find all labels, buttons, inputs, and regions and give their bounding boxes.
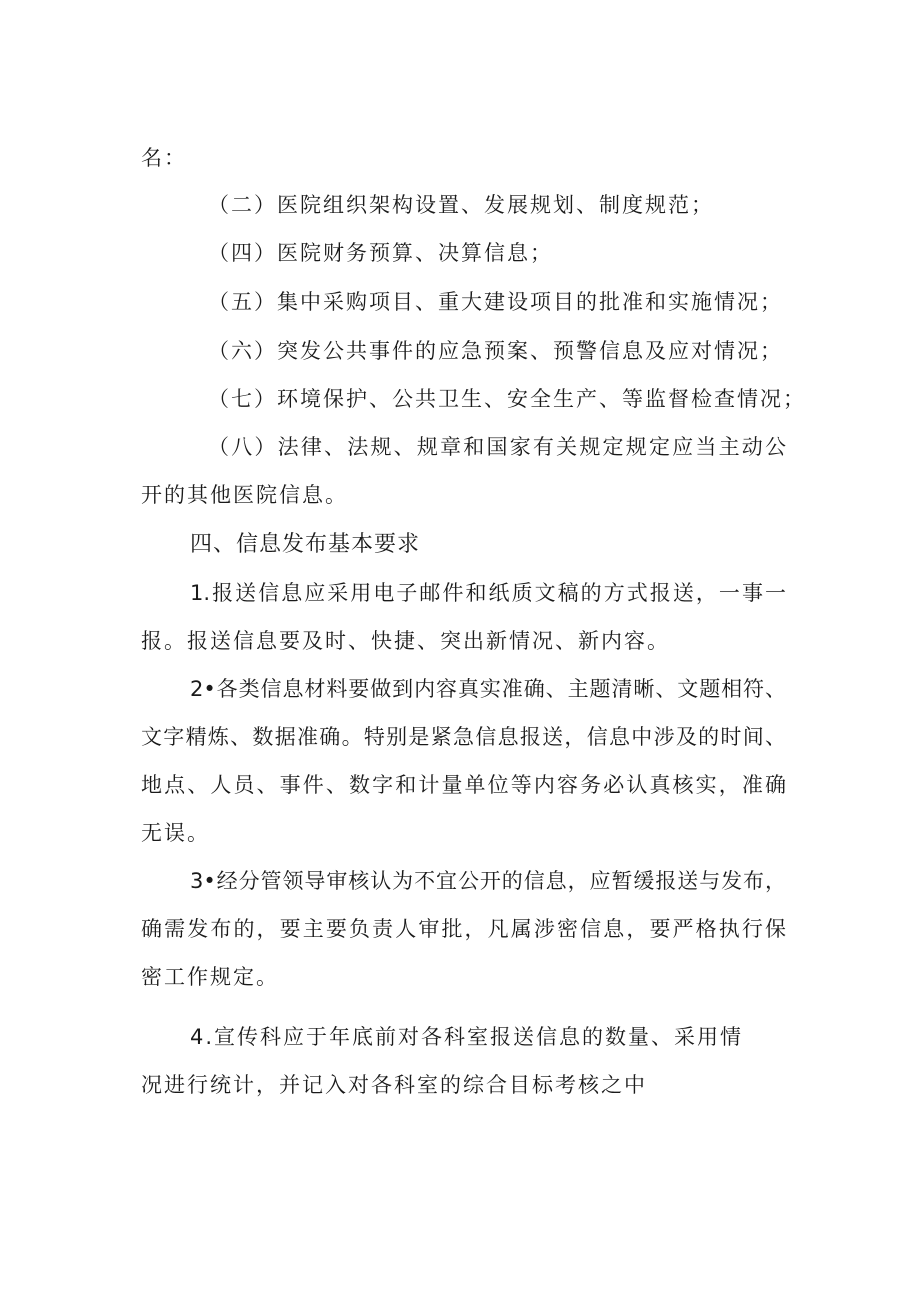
- paragraph-line: 确需发布的，要主要负责人审批，凡属涉密信息，要严格执行保: [141, 917, 786, 941]
- section-heading: 四、信息发布基本要求: [190, 532, 421, 557]
- paragraph-line: 地点、人员、事件、数字和计量单位等内容务必认真核实，准确: [141, 773, 786, 797]
- paragraph-line: 密工作规定。: [141, 965, 279, 989]
- paragraph-line: 文字精炼、数据准确。特别是紧急信息报送，信息中涉及的时间、: [141, 725, 786, 749]
- list-item: （八）法律、法规、规章和国家有关规定规定应当主动公: [208, 435, 786, 459]
- paragraph-line: 4.宣传科应于年底前对各科室报送信息的数量、采用情: [190, 1025, 744, 1049]
- paragraph-line: 2•各类信息材料要做到内容真实准确、主题清晰、文题相符、: [190, 677, 786, 701]
- paragraph-line: 3•经分管领导审核认为不宜公开的信息，应暂缓报送与发布，: [190, 869, 786, 893]
- text-line: 名：: [141, 146, 187, 170]
- text-line: 开的其他医院信息。: [141, 483, 348, 507]
- paragraph-line: 报。报送信息要及时、快捷、突出新情况、新内容。: [141, 629, 670, 653]
- paragraph-line: 无误。: [141, 821, 210, 845]
- list-item: （七）环境保护、公共卫生、安全生产、等监督检查情况；: [208, 387, 806, 411]
- list-item: （六）突发公共事件的应急预案、预警信息及应对情况；: [208, 339, 783, 363]
- list-item: （四）医院财务预算、决算信息；: [208, 241, 553, 265]
- list-item: （五）集中采购项目、重大建设项目的批准和实施情况；: [208, 290, 783, 314]
- list-item: （二）医院组织架构设置、发展规划、制度规范；: [208, 193, 714, 217]
- paragraph-line: 况进行统计，并记入对各科室的综合目标考核之中: [141, 1073, 647, 1097]
- paragraph-line: 1.报送信息应采用电子邮件和纸质文稿的方式报送，一事一: [190, 581, 786, 605]
